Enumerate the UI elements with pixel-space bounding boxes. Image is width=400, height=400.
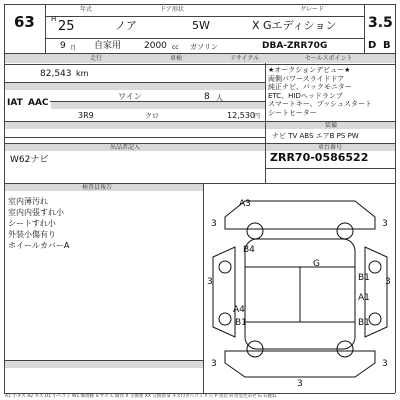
color-code: 3R9 xyxy=(78,111,94,120)
equipment: ナビ TV ABS エアB PS PW xyxy=(272,132,359,140)
inspector-caption: 検査員報告 xyxy=(82,184,113,191)
load-capacity: 12,530 xyxy=(227,111,255,120)
legend-footer: A1 小キズ A2 キズ U1 小ヘコミ W1 修理跡 S サビ C 腐食 X 交換要 XX 交換済 B キズ付きヘコミ Y 穴 P 塗装 H 塗装色あせ G 石跳ね xyxy=(5,394,277,399)
damage-mark: 3 xyxy=(382,219,388,229)
sales-point-item: 純正ナビ、バックモニター xyxy=(268,83,352,91)
inspector-notes-list xyxy=(8,196,203,251)
recycle-caption: リサイクル xyxy=(230,55,260,62)
damage-mark: B1 xyxy=(235,318,247,328)
month-unit: 月 xyxy=(70,45,77,52)
inspector-note: 室内薄汚れ xyxy=(8,197,48,206)
sales-point-item: シートヒーター xyxy=(268,108,317,117)
score: 3.5 xyxy=(368,15,393,31)
damage-mark: A4 xyxy=(233,305,245,315)
usage: 自家用 xyxy=(94,41,122,51)
equipment-caption: 装備 xyxy=(325,122,338,129)
damage-mark: 3 xyxy=(297,379,303,389)
sales-point-item: スマートキー、プッシュスタート xyxy=(268,100,372,108)
damage-mark: G xyxy=(313,259,320,269)
damage-mark: 3 xyxy=(211,359,217,369)
sales-point-caption: セールスポイント xyxy=(305,55,353,62)
damage-mark: 3 xyxy=(385,277,391,287)
era: H xyxy=(51,15,57,23)
inspection-caption: 車検 xyxy=(170,55,183,62)
sales-point-item: ★オークションデビュー★ xyxy=(268,66,351,74)
sales-points-list xyxy=(268,66,394,117)
mileage: 82,543 xyxy=(40,69,72,79)
chassis-number: ZRR70-0586522 xyxy=(270,151,369,164)
exterior-grade: B xyxy=(383,40,391,51)
month: 9 xyxy=(60,41,66,51)
model-code: DBA-ZRR70G xyxy=(262,41,328,51)
load-unit: 円 xyxy=(254,113,261,120)
seats: 8 xyxy=(204,92,210,102)
inspector-note: シートすれ小 xyxy=(8,219,56,228)
lot-number: 63 xyxy=(14,13,35,31)
year: 25 xyxy=(58,19,75,34)
grade-caption: グレード xyxy=(300,6,325,13)
damage-mark: A1 xyxy=(358,293,370,303)
damage-mark: 3 xyxy=(211,219,217,229)
make-caption: 年式 xyxy=(80,6,93,13)
inspector-note: ホイールカバーA xyxy=(8,241,70,250)
sales-point-item: ETC、HIDヘッドランプ xyxy=(268,91,343,100)
damage-diagram xyxy=(205,187,395,393)
damage-mark: 3 xyxy=(382,359,388,369)
make: ノア xyxy=(115,19,137,32)
notes: W62ナビ xyxy=(10,155,49,165)
doors: 5W xyxy=(192,19,210,32)
interior-color: クロ xyxy=(145,112,159,120)
notes-caption: 出品者記入 xyxy=(110,144,141,151)
inspector-note: 室内内張すれ小 xyxy=(8,208,64,217)
damage-mark: 3 xyxy=(207,277,213,287)
displacement-unit: cc xyxy=(172,44,179,51)
transmission: IAT xyxy=(7,98,23,108)
fuel: ガソリン xyxy=(190,43,218,51)
seats-unit: 人 xyxy=(216,94,223,102)
damage-mark: B1 xyxy=(358,318,370,328)
car-outline xyxy=(205,187,395,393)
aircon: AAC xyxy=(28,98,49,108)
sales-point-item: 両側パワースライドドア xyxy=(268,74,345,83)
doors-caption: ドア形状 xyxy=(160,6,184,13)
mileage-caption: 走行 xyxy=(90,55,103,62)
chassis-caption: 車台番号 xyxy=(318,144,343,151)
damage-mark: A3 xyxy=(239,199,251,209)
interior-grade: D xyxy=(368,40,377,51)
color: ワイン xyxy=(118,92,142,101)
damage-mark: B1 xyxy=(358,273,370,283)
grade: X Gエディション xyxy=(252,19,337,32)
inspector-note: 外装小傷有り xyxy=(8,230,56,239)
damage-mark: B4 xyxy=(243,245,255,255)
displacement: 2000 xyxy=(144,41,167,51)
mileage-unit: km xyxy=(76,69,89,78)
